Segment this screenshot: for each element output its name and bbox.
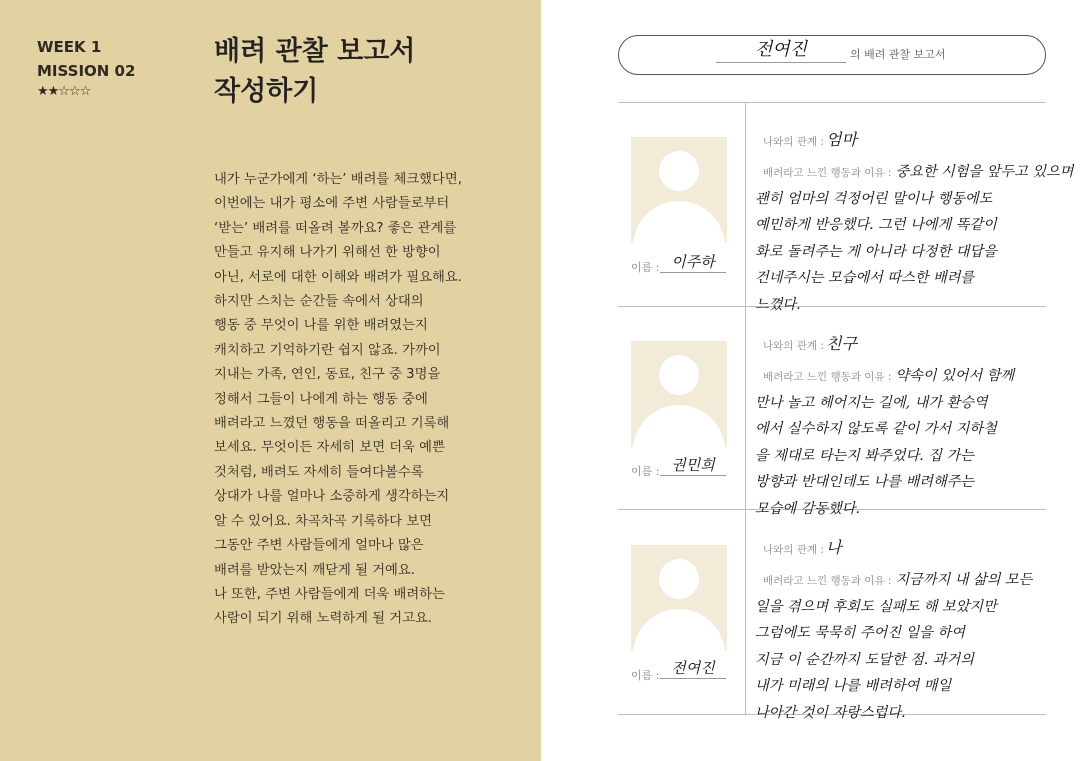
reason-line: 만나 놀고 헤어지는 길에, 내가 환승역 (755, 394, 988, 411)
reason-text (755, 567, 1073, 726)
name-label: 이름 : (631, 261, 660, 274)
instructions-line: 것처럼, 배려도 자세히 들여다볼수록 (214, 464, 424, 480)
avatar-head-icon (659, 151, 699, 191)
person-photo-placeholder (631, 545, 727, 651)
reason-line: 모습에 감동했다. (755, 500, 860, 517)
instructions-line: 캐치하고 기억하기란 쉽지 않죠. 가까이 (214, 342, 441, 358)
relation-value: 나 (826, 538, 842, 557)
reason-text (755, 159, 1073, 318)
week-label: WEEK 1 (37, 38, 102, 56)
instructions-line: 지내는 가족, 연인, 동료, 친구 중 3명을 (214, 367, 441, 383)
relation-label: 나와의 관계 : (763, 340, 824, 352)
instructions-line: 상대가 나를 얼마나 소중하게 생각하는지 (214, 489, 450, 505)
instructions-line: 보세요. 무엇이든 자세히 보면 더욱 예쁜 (214, 440, 445, 456)
avatar-head-icon (659, 355, 699, 395)
instructions-line: 나 또한, 주변 사람들에게 더욱 배려하는 (214, 586, 445, 602)
relation-value: 엄마 (826, 130, 857, 149)
instructions-line: 내가 누군가에게 ‘하는’ 배려를 체크했다면, (214, 172, 462, 187)
reason-label: 배려라고 느낀 행동과 이유 : (763, 167, 892, 179)
person-photo-placeholder (631, 137, 727, 243)
reason-line: 중요한 시험을 앞두고 있으며 (895, 164, 1074, 180)
reason-label: 배려라고 느낀 행동과 이유 : (763, 575, 892, 587)
person-name: 권민희 (660, 455, 726, 476)
page-title-line2: 작성하기 (214, 76, 319, 107)
instructions-line: 알 수 있어요. 차곡차곡 기록하다 보면 (214, 513, 433, 529)
page-title (214, 32, 524, 112)
avatar-body-icon (633, 201, 725, 243)
reason-line: 건네주시는 모습에서 따스한 배려를 (755, 270, 975, 286)
instructions-line: 배려라고 느꼈던 행동을 떠올리고 기록해 (214, 416, 450, 432)
instructions-line: 하지만 스치는 순간들 속에서 상대의 (214, 294, 424, 310)
instructions-text (214, 168, 534, 632)
relation-value: 친구 (826, 334, 857, 353)
avatar-head-icon (659, 559, 699, 599)
reason-label: 배려라고 느낀 행동과 이유 : (763, 371, 892, 383)
relation-label: 나와의 관계 : (763, 136, 824, 148)
reason-line: 약속이 있어서 함께 (895, 368, 1015, 384)
person-name: 전여진 (660, 658, 726, 679)
reason-line: 화로 돌려주는 게 아니라 다정한 대답을 (755, 243, 997, 260)
instructions-line: 아닌, 서로에 대한 이해와 배려가 필요해요. (214, 269, 462, 285)
reason-line: 지금까지 내 삶의 모든 (895, 572, 1033, 588)
name-label: 이름 : (631, 669, 660, 682)
avatar-body-icon (633, 609, 725, 651)
instructions-line: ‘받는’ 배려를 떠올려 볼까요? 좋은 관계를 (214, 220, 457, 236)
reason-line: 내가 미래의 나를 배려하여 매일 (755, 678, 952, 694)
person-photo-placeholder (631, 341, 727, 447)
divider-line (618, 102, 1046, 103)
reason-line: 그럼에도 묵묵히 주어진 일을 하여 (755, 625, 965, 641)
instructions-line: 그동안 주변 사람들에게 얼마나 많은 (214, 538, 424, 554)
instructions-line: 이번에는 내가 평소에 주변 사람들로부터 (214, 196, 450, 212)
page-title-line1: 배려 관찰 보고서 (214, 36, 416, 67)
report-header-suffix: 의 배려 관찰 보고서 (850, 48, 946, 61)
reason-text (755, 363, 1073, 522)
relation-label: 나와의 관계 : (763, 544, 824, 556)
difficulty-stars: ★★☆☆☆ (37, 84, 91, 99)
reason-line: 나아간 것이 자랑스럽다. (755, 704, 906, 721)
mission-label: MISSION 02 (37, 62, 136, 80)
reason-line: 방향과 반대인데도 나를 배려해주는 (755, 474, 975, 490)
reason-line: 괜히 엄마의 걱정어린 말이나 행동에도 (755, 190, 993, 207)
reason-line: 예민하게 반응했다. 그런 나에게 똑같이 (755, 217, 997, 233)
reason-line: 지금 이 순간까지 도달한 점. 과거의 (755, 651, 974, 668)
report-owner-name: 전여진 (716, 38, 846, 63)
instructions-line: 정해서 그들이 나에게 하는 행동 중에 (214, 391, 428, 407)
name-label: 이름 : (631, 465, 660, 478)
column-divider (745, 102, 746, 714)
reason-line: 일을 겪으며 후회도 실패도 해 보았지만 (755, 598, 997, 615)
avatar-body-icon (633, 405, 725, 447)
reason-line: 을 제대로 타는지 봐주었다. 집 가는 (755, 447, 974, 464)
instructions-line: 행동 중 무엇이 나를 위한 배려였는지 (214, 318, 428, 334)
reason-line: 에서 실수하지 않도록 같이 가서 지하철 (755, 421, 997, 437)
instructions-line: 만들고 유지해 나가기 위해선 한 방향이 (214, 245, 441, 261)
reason-line: 느꼈다. (755, 296, 801, 313)
instructions-line: 사람이 되기 위해 노력하게 될 거고요. (214, 611, 433, 627)
instructions-line: 배려를 받았는지 깨닫게 될 거예요. (214, 562, 415, 578)
person-name: 이주하 (660, 252, 726, 273)
